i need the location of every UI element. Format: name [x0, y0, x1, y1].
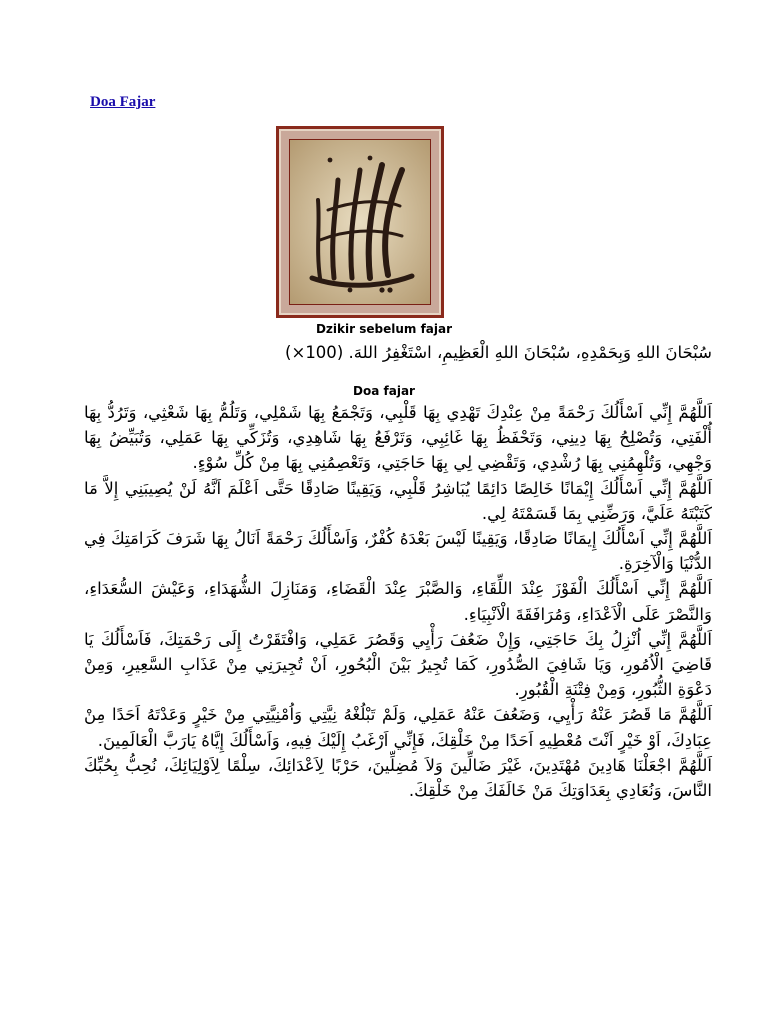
doa-paragraph: اَللَّهُمَّ إِنِّي اَسْأَلُكَ رَحْمَةً مِنْ عِنْدِكَ تَهْدِي بِهَا قَلْبِي، وَتَجْمَعُ بِهَا شَمْلِي، وَتَلُمُّ بِهَا شَعْثِي، وَتَرُدُّ بِهَا أُلْفَتِي، وَتُصْلِحُ بِهَا دِينِي، وَتَحْفَظُ بِهَا غَائِبِي، وَتَرْفَعُ بِهَا شَاهِدِي، وَتُزَكِّي بِهَا عَمَلِي، وَتُبَيِّضُ بِهَا وَجْهِي، وَتُلْهِمُنِي بِهَا رُشْدِي، وَتَقْضِي لِي بِهَا حَاجَتِي، وَتَعْصِمُنِي بِهَا مِنْ كُلِّ سُوْءٍ. — [84, 403, 712, 473]
section1-heading: Dzikir sebelum fajar — [315, 322, 453, 336]
section2-heading: Doa fajar — [353, 384, 415, 398]
doa-paragraph: اَللَّهُمَّ إِنِّي اَسْأَلُكَ إِيْمَانًا خَالِصًا دَائِمًا يُبَاشِرُ قَلْبِي، وَيَقِينًا صَادِقًا حَتَّى اَعْلَمَ اَنَّهُ لَنْ يُصِيبَنِي إِلاَّ مَا كَتَبْتَهُ عَلَيَّ، وَرَضِّنِي بِمَا قَسَمْتَهُ لِي. — [84, 478, 712, 523]
calligraphy-image — [289, 139, 431, 305]
section1-text — [84, 340, 712, 365]
doa-paragraph: اَللَّهُمَّ اجْعَلْنَا هَادِينَ مُهْتَدِينَ، غَيْرَ ضَالِّينَ وَلاَ مُضِلِّينَ، حَرْبًا لِاَعْدَائِكَ، سِلْمًا لِاَوْلِيَائِكَ، نُحِبُّ بِحُبِّكَ النَّاسَ، وَنُعَادِي بِعَدَاوَتِكَ مَنْ خَالَفَكَ مِنْ خَلْقِكَ. — [84, 755, 712, 801]
page-title-link[interactable]: Doa Fajar — [90, 94, 156, 110]
doa-paragraph: اَللَّهُمَّ إِنِّي اَسْأَلُكَ الْفَوْزَ عِنْدَ اللِّقَاءِ، وَالصَّبْرَ عِنْدَ الْقَضَاءِ، وَمَنَازِلَ الشُّهَدَاءِ، وَعَيْشَ السُّعَدَاءِ، وَالنَّصْرَ عَلَى الْاَعْدَاءِ، وَمُرَافَقَةَ الْاَنْبِيَاءِ. — [84, 579, 712, 624]
section2-text — [84, 400, 712, 803]
dzikir-text: سُبْحَانَ اللهِ وَبِحَمْدِهِ، سُبْحَانَ اللهِ الْعَظِيمِ، اسْتَغْفِرُ اللهَ. (100×) — [285, 343, 712, 362]
calligraphy-icon — [290, 140, 430, 304]
doa-paragraph: اَللَّهُمَّ مَا قَصُرَ عَنْهُ رَأْيِي، وَضَعُفَ عَنْهُ عَمَلِي، وَلَمْ تَبْلُغْهُ نِيَّتِي وَاُمْنِيَّتِي مِنْ خَيْرٍ وَعَدْتَهُ اَحَدًا مِنْ عِبَادِكَ، اَوْ خَيْرٍ اَنْتَ مُعْطِيهِ اَحَدًا مِنْ خَلْقِكَ، فَإِنِّي اَرْغَبُ إِلَيْكَ فِيهِ، وَاَسْأَلُكَ إِيَّاهُ يَارَبَّ الْعَالَمِينَ. — [84, 705, 712, 750]
calligraphy-frame — [276, 126, 444, 318]
doa-paragraph: اَللَّهُمَّ إِنِّي اُنْزِلُ بِكَ حَاجَتِي، وَإِنْ ضَعُفَ رَأْيِي وَقَصُرَ عَمَلِي، وَافْتَقَرْتُ إِلَى رَحْمَتِكَ، فَاَسْأَلُكَ يَا قَاضِيَ الْاُمُورِ، وَيَا شَافِيَ الصُّدُورِ، كَمَا تُجِيرُ بَيْنَ الْبُحُورِ، اَنْ تُجِيرَنِي مِنْ عَذَابِ السَّعِيرِ، وَمِنْ دَعْوَةِ الثُّبُورِ، وَمِنْ فِتْنَةِ الْقُبُورِ. — [84, 629, 712, 700]
doa-paragraph: اَللَّهُمَّ إِنِّي اَسْأَلُكَ إِيمَانًا صَادِقًا، وَيَقِينًا لَيْسَ بَعْدَهُ كُفْرٌ، وَاَسْأَلُكَ رَحْمَةً اَنَالُ بِهَا شَرَفَ كَرَامَتِكَ فِي الدُّنْيَا وَالْآخِرَةِ. — [84, 529, 712, 574]
